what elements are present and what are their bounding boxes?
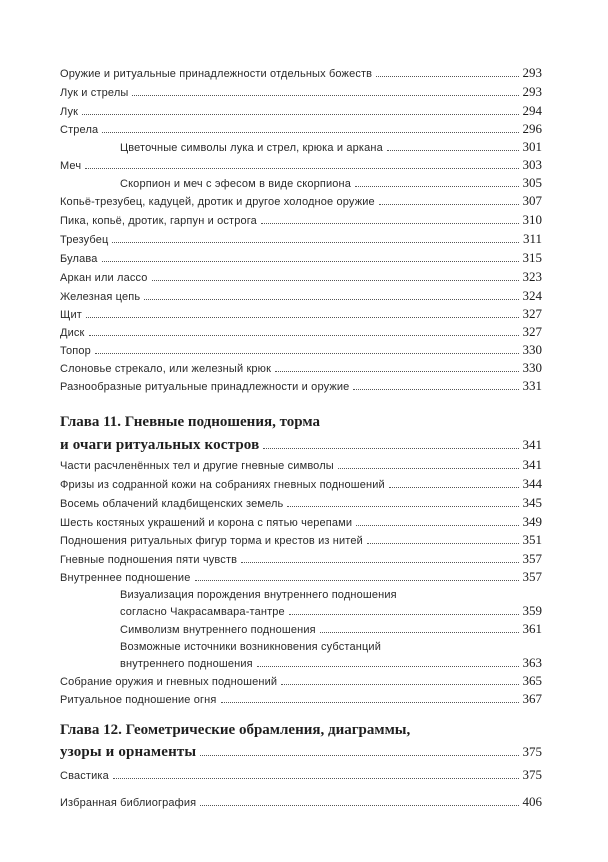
dot-leader [241, 562, 518, 563]
toc-entry [60, 496, 542, 512]
toc-entry-page: 361 [522, 621, 542, 636]
toc-entry-title: Оружие и ритуальные принадлежности отдельных божеств [60, 68, 373, 80]
toc-entry-page: 303 [522, 157, 542, 172]
toc-entry-page: 375 [522, 744, 542, 759]
chapter-11-title-line1: Глава 11. Гневные подношения, торма [60, 414, 320, 430]
toc-entry [60, 795, 542, 811]
toc-entry-page: 375 [522, 767, 542, 782]
toc-entry-title: Возможные источники возникновения субстанций [120, 641, 381, 653]
toc-entry-page: 293 [522, 84, 542, 99]
toc-entry-page: 357 [522, 551, 542, 566]
toc-entry-title: Фризы из содранной кожи на собраниях гневных подношений [60, 479, 385, 491]
toc-entry-page: 365 [522, 673, 542, 688]
toc-entry-title: Стрела [60, 124, 99, 136]
toc-entry [60, 692, 542, 708]
dot-leader [95, 353, 519, 354]
toc-entry-title: Лук и стрелы [60, 87, 129, 99]
dot-leader [200, 755, 518, 756]
toc-entry-page: 367 [522, 691, 542, 706]
dot-leader [376, 76, 518, 77]
toc-entry [60, 213, 542, 229]
dot-leader [89, 335, 519, 336]
dot-leader [82, 114, 518, 115]
toc-entry-page: 330 [522, 360, 542, 375]
toc-entry [60, 66, 542, 82]
toc-entry-title: Слоновье стрекало, или железный крюк [60, 363, 272, 375]
toc-entry [60, 361, 542, 377]
toc-entry-page: 294 [522, 103, 542, 118]
toc-entry-title: Части расчленённых тел и другие гневные символы [60, 460, 334, 472]
dot-leader [338, 468, 519, 469]
toc-entry-title: Визуализация порождения внутреннего подношения [120, 589, 397, 601]
dot-leader [144, 299, 518, 300]
dot-leader [85, 168, 518, 169]
toc-entry-page: 296 [522, 121, 542, 136]
toc-entry-page: 301 [522, 139, 542, 154]
toc-entry-title: Разнообразные ритуальные принадлежности и оружие [60, 381, 350, 393]
dot-leader [152, 280, 519, 281]
toc-entry-page: 293 [522, 65, 542, 80]
toc-entry-title: Скорпион и меч с эфесом в виде скорпиона [120, 178, 352, 190]
toc-entry-title: Щит [60, 309, 82, 321]
toc-entry-title: Гневные подношения пяти чувств [60, 554, 238, 566]
toc-entry-page: 327 [522, 324, 542, 339]
toc-entry-page: 307 [522, 193, 542, 208]
toc-entry [120, 656, 542, 672]
toc-entry-page: 344 [522, 476, 542, 491]
dot-leader [387, 150, 519, 151]
chapter-11-entry [60, 435, 542, 455]
toc-entry-page: 341 [522, 437, 542, 452]
toc-entry-title: Пика, копьё, дротик, гарпун и острога [60, 215, 257, 227]
toc-entry-page: 359 [522, 603, 542, 618]
toc-entry-page: 305 [522, 175, 542, 190]
dot-leader [195, 580, 519, 581]
toc-entry-title: Восемь облачений кладбищенских земель [60, 498, 284, 510]
toc-entry [60, 458, 542, 474]
dot-leader [86, 317, 519, 318]
dot-leader [389, 487, 519, 488]
dot-leader [289, 614, 519, 615]
toc-entry-page: 351 [522, 532, 542, 547]
toc-entry [60, 674, 542, 690]
toc-entry [60, 477, 542, 493]
toc-entry-title: Диск [60, 327, 85, 339]
toc-entry-title: Аркан или лассо [60, 272, 148, 284]
dot-leader [112, 242, 519, 243]
toc-entry-title: Избранная библиография [60, 797, 197, 809]
toc-entry [60, 85, 542, 101]
toc-entry [60, 552, 542, 568]
toc-entry-title: Символизм внутреннего подношения [120, 624, 316, 636]
dot-leader [221, 702, 519, 703]
toc-entry-title: Меч [60, 160, 82, 172]
dot-leader [356, 525, 518, 526]
toc-entry-title: Трезубец [60, 234, 109, 246]
toc-entry [120, 588, 542, 604]
chapter-12-title-line2: узоры и орнаменты [60, 744, 197, 760]
toc-entry [60, 325, 542, 341]
chapter-12-title-line1: Глава 12. Геометрические обрамления, диаграммы, [60, 722, 411, 738]
toc-entry-page: 310 [522, 212, 542, 227]
dot-leader [355, 186, 518, 187]
dot-leader [102, 132, 518, 133]
toc-entry [60, 251, 542, 267]
toc-entry-title: Копьё-трезубец, кадуцей, дротик и другое холодное оружие [60, 196, 375, 208]
toc-entry-title: Свастика [60, 770, 109, 782]
toc-entry-title: Подношения ритуальных фигур торма и крестов из нитей [60, 535, 363, 547]
toc-entry-title: Лук [60, 106, 79, 118]
toc-entry-page: 327 [522, 306, 542, 321]
dot-leader [275, 371, 518, 372]
chapter-11-title-line2: и очаги ритуальных костров [60, 437, 260, 453]
toc-entry-title: Цветочные символы лука и стрел, крюка и аркана [120, 142, 383, 154]
toc-entry-page: 341 [522, 457, 542, 472]
dot-leader [287, 506, 518, 507]
dot-leader [113, 778, 519, 779]
toc-entry-page: 323 [522, 269, 542, 284]
toc-entry [60, 158, 542, 174]
toc-entry-page: 349 [522, 514, 542, 529]
dot-leader [257, 666, 519, 667]
toc-entry-page: 315 [522, 250, 542, 265]
toc-entry-title: Булава [60, 253, 98, 265]
dot-leader [367, 543, 519, 544]
toc-entry [60, 122, 542, 138]
toc-entry [60, 194, 542, 210]
toc-entry-page: 331 [522, 378, 542, 393]
toc-entry [60, 289, 542, 305]
toc-entry-title: Топор [60, 345, 91, 357]
toc-entry [60, 379, 542, 395]
toc-entry [60, 570, 542, 586]
toc-entry [120, 604, 542, 620]
dot-leader [320, 632, 519, 633]
toc-entry [60, 270, 542, 286]
toc-entry-page: 406 [522, 794, 542, 809]
toc-entry-title: Шесть костяных украшений и корона с пятью черепами [60, 517, 353, 529]
dot-leader [353, 389, 518, 390]
toc-entry-page: 311 [522, 231, 542, 246]
toc-entry [60, 307, 542, 323]
dot-leader [102, 261, 519, 262]
toc-entry-page: 363 [522, 655, 542, 670]
toc-entry [120, 140, 542, 156]
toc-entry [120, 640, 542, 656]
toc-entry-page: 324 [522, 288, 542, 303]
toc-entry [120, 176, 542, 192]
toc-entry-title-cont: согласно Чакрасамвара-тантре [120, 606, 285, 618]
toc-entry [60, 533, 542, 549]
toc-entry [60, 768, 542, 784]
dot-leader [281, 684, 518, 685]
dot-leader [261, 223, 519, 224]
toc-entry [60, 232, 542, 248]
dot-leader [132, 95, 518, 96]
toc-entry-page: 357 [522, 569, 542, 584]
toc-entry [60, 104, 542, 120]
toc-entry [120, 622, 542, 638]
toc-entry [60, 343, 542, 359]
toc-entry-title: Внутреннее подношение [60, 572, 191, 584]
toc-entry-page: 330 [522, 342, 542, 357]
toc-entry [60, 515, 542, 531]
chapter-12-entry [60, 742, 542, 762]
toc-entry-title: Собрание оружия и гневных подношений [60, 676, 278, 688]
toc-entry-page: 345 [522, 495, 542, 510]
dot-leader [263, 448, 518, 449]
dot-leader [200, 805, 518, 806]
toc-entry-title: Железная цепь [60, 291, 141, 303]
toc-entry-title-cont: внутреннего подношения [120, 658, 253, 670]
toc-entry-title: Ритуальное подношение огня [60, 694, 217, 706]
dot-leader [379, 204, 519, 205]
